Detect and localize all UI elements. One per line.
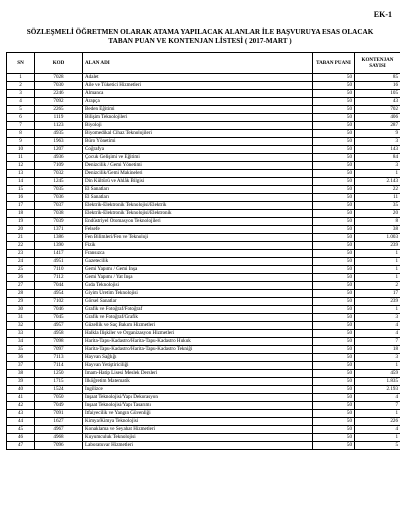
cell-kontenjan-sayisi: 84 [355,154,400,162]
cell-kod: 1715 [35,378,83,386]
cell-kontenjan-sayisi: 1 [355,258,400,266]
cell-taban-puani: 50 [313,402,355,410]
table-header-row [7,53,400,74]
cell-alan-adi: Grafik ve Fotoğraf/Fotoğraf [83,306,313,314]
cell-kontenjan-sayisi: 4 [355,426,400,434]
cell-alan-adi: Büro Yönetimi [83,138,313,146]
table-row [7,130,400,138]
cell-sn: 17 [7,202,35,210]
cell-alan-adi: Denizcilik / Gemi Yönetimi [83,162,313,170]
cell-kontenjan-sayisi: 1 [355,266,400,274]
cell-taban-puani: 50 [313,226,355,234]
cell-alan-adi: Gemi Yapımı / Yat İnşa [83,274,313,282]
cell-alan-adi: Güzellik ve Saç Bakım Hizmetleri [83,322,313,330]
cell-kod: 1386 [35,234,83,242]
cell-taban-puani: 50 [313,354,355,362]
table-row [7,442,400,450]
cell-kod: 7045 [35,314,83,322]
cell-sn: 27 [7,282,35,290]
cell-taban-puani: 50 [313,394,355,402]
cell-taban-puani: 50 [313,418,355,426]
cell-alan-adi: Fen Bilimleri/Fen ve Teknoloji [83,234,313,242]
cell-kod: 7109 [35,162,83,170]
cell-sn: 31 [7,314,35,322]
cell-kod: 7098 [35,338,83,346]
cell-kod: 1963 [35,138,83,146]
document-title-line-2: TABAN PUAN VE KONTENJAN LİSTESİ ( 2017-MART ) [108,37,292,45]
cell-alan-adi: Fransızca [83,250,313,258]
document-title-line-1: SÖZLEŞMELİ ÖĞRETMEN OLARAK ATAMA YAPILACAK ALANLAR İLE BAŞVURUYA ESAS OLACAK [26,28,374,36]
cell-sn: 44 [7,418,35,426]
table-row [7,186,400,194]
table-row [7,90,400,98]
cell-sn: 2 [7,82,35,90]
cell-kontenjan-sayisi: 38 [355,226,400,234]
cell-taban-puani: 50 [313,378,355,386]
cell-taban-puani: 50 [313,434,355,442]
table-row [7,138,400,146]
cell-taban-puani: 50 [313,146,355,154]
cell-kod: 1119 [35,114,83,122]
table-row [7,426,400,434]
cell-kod: 7114 [35,362,83,370]
table-row [7,218,400,226]
table-row [7,386,400,394]
table-row [7,154,400,162]
cell-kontenjan-sayisi: 20 [355,210,400,218]
cell-taban-puani: 50 [313,82,355,90]
cell-kontenjan-sayisi: 17 [355,290,400,298]
cell-kod: 7096 [35,442,83,450]
cell-sn: 38 [7,370,35,378]
table-row [7,170,400,178]
cell-sn: 14 [7,178,35,186]
cell-kontenjan-sayisi: 1 [355,410,400,418]
cell-sn: 41 [7,394,35,402]
cell-alan-adi: Giyim Üretim Teknolojisi [83,290,313,298]
cell-taban-puani: 50 [313,410,355,418]
cell-kod: 7032 [35,170,83,178]
table-row [7,210,400,218]
cell-sn: 22 [7,242,35,250]
cell-taban-puani: 50 [313,234,355,242]
cell-kontenjan-sayisi: 5 [355,442,400,450]
cell-alan-adi: Gıda Teknolojisi [83,282,313,290]
cell-taban-puani: 50 [313,98,355,106]
cell-alan-adi: El Sanatları [83,194,313,202]
cell-kontenjan-sayisi: 1 [355,306,400,314]
cell-alan-adi: İtfaiyecilik ve Yangın Güvenliği [83,410,313,418]
cell-sn: 25 [7,266,35,274]
cell-sn: 3 [7,90,35,98]
cell-kontenjan-sayisi: 239 [355,242,400,250]
cell-sn: 7 [7,122,35,130]
cell-kod: 4936 [35,154,83,162]
cell-kontenjan-sayisi: 1 [355,170,400,178]
cell-taban-puani: 50 [313,306,355,314]
cell-kod: 7046 [35,306,83,314]
cell-kontenjan-sayisi: 3 [355,354,400,362]
table-row [7,82,400,90]
cell-kontenjan-sayisi: 43 [355,98,400,106]
cell-kontenjan-sayisi: 4 [355,322,400,330]
cell-sn: 20 [7,226,35,234]
cell-sn: 34 [7,338,35,346]
cell-taban-puani: 50 [313,186,355,194]
table-row [7,314,400,322]
cell-kontenjan-sayisi: 18 [355,346,400,354]
cell-sn: 18 [7,210,35,218]
table-row [7,234,400,242]
cell-sn: 6 [7,114,35,122]
table-row [7,162,400,170]
cell-alan-adi: Almanca [83,90,313,98]
table-row [7,274,400,282]
cell-kod: 7092 [35,98,83,106]
table-row [7,346,400,354]
cell-taban-puani: 50 [313,386,355,394]
cell-sn: 9 [7,138,35,146]
cell-kod: 7113 [35,354,83,362]
cell-sn: 29 [7,298,35,306]
cell-alan-adi: Bilişim Teknolojileri [83,114,313,122]
cell-kontenjan-sayisi: 287 [355,122,400,130]
cell-kod: 7049 [35,402,83,410]
cell-kontenjan-sayisi: 105 [355,90,400,98]
cell-taban-puani: 50 [313,74,355,82]
cell-taban-puani: 50 [313,122,355,130]
cell-kod: 4954 [35,290,83,298]
cell-taban-puani: 50 [313,130,355,138]
cell-sn: 24 [7,258,35,266]
cell-sn: 4 [7,98,35,106]
cell-sn: 45 [7,426,35,434]
cell-kontenjan-sayisi: 1.003 [355,234,400,242]
cell-sn: 32 [7,322,35,330]
cell-kod: 4957 [35,322,83,330]
cell-alan-adi: İlköğretim Matematik [83,378,313,386]
table-row [7,378,400,386]
cell-alan-adi: Arapça [83,98,313,106]
cell-kontenjan-sayisi: 239 [355,298,400,306]
table-row [7,114,400,122]
cell-sn: 33 [7,330,35,338]
cell-taban-puani: 50 [313,282,355,290]
cell-taban-puani: 50 [313,274,355,282]
cell-taban-puani: 50 [313,194,355,202]
cell-alan-adi: Hayvan Sağlığı [83,354,313,362]
header-taban-puani: TABAN PUANI [313,53,355,74]
cell-kod: 7102 [35,298,83,306]
cell-taban-puani: 50 [313,298,355,306]
cell-taban-puani: 50 [313,106,355,114]
cell-kontenjan-sayisi: 226 [355,418,400,426]
cell-sn: 40 [7,386,35,394]
cell-alan-adi: Denizcilik/Gemi Makineleri [83,170,313,178]
cell-sn: 10 [7,146,35,154]
cell-kontenjan-sayisi: 143 [355,146,400,154]
cell-kod: 7097 [35,346,83,354]
cell-kontenjan-sayisi: 7 [355,338,400,346]
cell-kod: 4967 [35,426,83,434]
table-row [7,370,400,378]
cell-sn: 36 [7,354,35,362]
table-row [7,434,400,442]
table-row [7,194,400,202]
cell-alan-adi: Endüstriyel Otomasyon Teknolojileri [83,218,313,226]
cell-kontenjan-sayisi: 2.143 [355,178,400,186]
cell-kontenjan-sayisi: 2.193 [355,386,400,394]
cell-alan-adi: Beden Eğitimi [83,106,313,114]
cell-kontenjan-sayisi: 1 [355,274,400,282]
cell-kontenjan-sayisi: 8 [355,218,400,226]
cell-alan-adi: İnşaat Teknolojisi/Yapı Dekorasyon [83,394,313,402]
cell-sn: 8 [7,130,35,138]
cell-kontenjan-sayisi: 3 [355,314,400,322]
cell-taban-puani: 50 [313,202,355,210]
cell-sn: 37 [7,362,35,370]
cell-taban-puani: 50 [313,138,355,146]
table-row [7,330,400,338]
cell-kod: 7091 [35,410,83,418]
cell-kontenjan-sayisi: 459 [355,370,400,378]
cell-kod: 7036 [35,194,83,202]
cell-sn: 16 [7,194,35,202]
cell-kontenjan-sayisi: 3 [355,162,400,170]
cell-taban-puani: 50 [313,338,355,346]
table-row [7,418,400,426]
cell-kod: 1524 [35,386,83,394]
cell-kontenjan-sayisi: 9 [355,130,400,138]
header-sn: SN [7,53,35,74]
cell-sn: 46 [7,434,35,442]
cell-sn: 42 [7,402,35,410]
table-row [7,146,400,154]
cell-kontenjan-sayisi: 1.835 [355,378,400,386]
cell-taban-puani: 50 [313,314,355,322]
cell-sn: 13 [7,170,35,178]
cell-alan-adi: Elektrik-Elektronik Teknolojisi/Elektronik [83,210,313,218]
cell-kontenjan-sayisi: 406 [355,114,400,122]
cell-kod: 7112 [35,274,83,282]
cell-taban-puani: 50 [313,370,355,378]
table-row [7,394,400,402]
cell-alan-adi: Coğrafya [83,146,313,154]
cell-alan-adi: Halkla İlişkiler ve Organizasyon Hizmetleri [83,330,313,338]
cell-taban-puani: 50 [313,346,355,354]
cell-alan-adi: İmam-Hatip Lisesi Meslek Dersleri [83,370,313,378]
cell-sn: 47 [7,442,35,450]
cell-alan-adi: Kimya/Kimya Teknolojisi [83,418,313,426]
cell-sn: 43 [7,410,35,418]
document-code: EK-1 [373,10,392,19]
cell-kod: 1371 [35,226,83,234]
cell-kod: 7030 [35,82,83,90]
cell-kod: 2246 [35,90,83,98]
table-row [7,290,400,298]
cell-kod: 4935 [35,130,83,138]
cell-alan-adi: Gazetecilik [83,258,313,266]
cell-taban-puani: 50 [313,154,355,162]
cell-alan-adi: El Sanatları [83,186,313,194]
cell-alan-adi: Din Kültürü ve Ahlâk Bilgisi [83,178,313,186]
cell-kontenjan-sayisi: 2 [355,282,400,290]
cell-kontenjan-sayisi: 85 [355,74,400,82]
cell-taban-puani: 50 [313,426,355,434]
table-row [7,282,400,290]
cell-alan-adi: Çocuk Gelişimi ve Eğitimi [83,154,313,162]
table-row [7,362,400,370]
cell-alan-adi: Fizik [83,242,313,250]
cell-alan-adi: Laboratuvar Hizmetleri [83,442,313,450]
cell-kod: 4968 [35,434,83,442]
table-row [7,298,400,306]
cell-sn: 35 [7,346,35,354]
cell-alan-adi: İngilizce [83,386,313,394]
cell-kod: 7039 [35,218,83,226]
table-row [7,322,400,330]
cell-kontenjan-sayisi: 3 [355,138,400,146]
cell-kontenjan-sayisi: 702 [355,106,400,114]
cell-kod: 1390 [35,242,83,250]
cell-alan-adi: Felsefe [83,226,313,234]
cell-alan-adi: Konaklama ve Seyahat Hizmetleri [83,426,313,434]
cell-alan-adi: İnşaat Teknolojisi/Yapı Tasarımı [83,402,313,410]
header-kontenjan-sayisi: KONTENJAN SAYISI [355,53,400,74]
cell-taban-puani: 50 [313,290,355,298]
cell-kod: 4958 [35,330,83,338]
cell-kontenjan-sayisi: 4 [355,330,400,338]
cell-sn: 26 [7,274,35,282]
cell-kontenjan-sayisi: 7 [355,402,400,410]
cell-sn: 23 [7,250,35,258]
cell-taban-puani: 50 [313,266,355,274]
cell-alan-adi: Elektrik-Elektronik Teknolojisi/Elektrik [83,202,313,210]
cell-taban-puani: 50 [313,322,355,330]
cell-taban-puani: 50 [313,170,355,178]
cell-kod: 1245 [35,178,83,186]
cell-kod: 1417 [35,250,83,258]
cell-sn: 19 [7,218,35,226]
table-row [7,122,400,130]
cell-taban-puani: 50 [313,218,355,226]
cell-kod: 7035 [35,186,83,194]
header-alan-adi: ALAN ADI [83,53,313,74]
table-row [7,402,400,410]
cell-kod: 7110 [35,266,83,274]
cell-taban-puani: 50 [313,442,355,450]
cell-taban-puani: 50 [313,362,355,370]
cell-kod: 1250 [35,370,83,378]
cell-alan-adi: Kuyumculuk Teknolojisi [83,434,313,442]
cell-sn: 15 [7,186,35,194]
cell-taban-puani: 50 [313,242,355,250]
cell-taban-puani: 50 [313,90,355,98]
table-row [7,306,400,314]
table-row [7,106,400,114]
cell-sn: 21 [7,234,35,242]
cell-sn: 12 [7,162,35,170]
cell-sn: 28 [7,290,35,298]
cell-alan-adi: Gemi Yapımı / Gemi İnşa [83,266,313,274]
cell-sn: 11 [7,154,35,162]
cell-kod: 7037 [35,202,83,210]
header-kod: KOD [35,53,83,74]
table-row [7,258,400,266]
table-row [7,242,400,250]
cell-kod: 2265 [35,106,83,114]
cell-alan-adi: Görsel Sanatlar [83,298,313,306]
table-row [7,354,400,362]
table-row [7,226,400,234]
cell-sn: 5 [7,106,35,114]
table-row [7,98,400,106]
cell-alan-adi: Biyomedikal Cihaz Teknolojileri [83,130,313,138]
cell-kontenjan-sayisi: 22 [355,186,400,194]
table-row [7,410,400,418]
cell-taban-puani: 50 [313,250,355,258]
cell-kod: 7038 [35,210,83,218]
cell-kontenjan-sayisi: 11 [355,194,400,202]
cell-alan-adi: Harita-Tapu-Kadastro/Harita-Tapu-Kadastro Tekniği [83,346,313,354]
cell-kod: 1123 [35,122,83,130]
cell-alan-adi: Biyoloji [83,122,313,130]
table-row [7,178,400,186]
cell-sn: 1 [7,74,35,82]
cell-sn: 39 [7,378,35,386]
cell-alan-adi: Aile ve Tüketici Hizmetleri [83,82,313,90]
cell-alan-adi: Adalet [83,74,313,82]
cell-kontenjan-sayisi: 35 [355,202,400,210]
cell-taban-puani: 50 [313,178,355,186]
cell-kontenjan-sayisi: 16 [355,82,400,90]
cell-taban-puani: 50 [313,258,355,266]
cell-kontenjan-sayisi: 1 [355,434,400,442]
table-row [7,250,400,258]
cell-kontenjan-sayisi: 1 [355,362,400,370]
table-row [7,266,400,274]
cell-kod: 4951 [35,258,83,266]
table-row [7,74,400,82]
cell-alan-adi: Hayvan Yetiştiriciliği [83,362,313,370]
quota-table [6,52,400,450]
cell-taban-puani: 50 [313,162,355,170]
cell-kod: 1627 [35,418,83,426]
cell-kod: 7050 [35,394,83,402]
cell-kod: 1207 [35,146,83,154]
cell-taban-puani: 50 [313,114,355,122]
cell-alan-adi: Harita-Tapu-Kadastro/Harita-Tapu-Kadastro Hukuk [83,338,313,346]
cell-taban-puani: 50 [313,210,355,218]
cell-taban-puani: 50 [313,330,355,338]
cell-kod: 7028 [35,74,83,82]
cell-alan-adi: Grafik ve Fotoğraf/Grafik [83,314,313,322]
cell-kontenjan-sayisi: 4 [355,394,400,402]
cell-kod: 7044 [35,282,83,290]
table-row [7,338,400,346]
cell-kontenjan-sayisi: 1 [355,250,400,258]
table-row [7,202,400,210]
cell-sn: 30 [7,306,35,314]
